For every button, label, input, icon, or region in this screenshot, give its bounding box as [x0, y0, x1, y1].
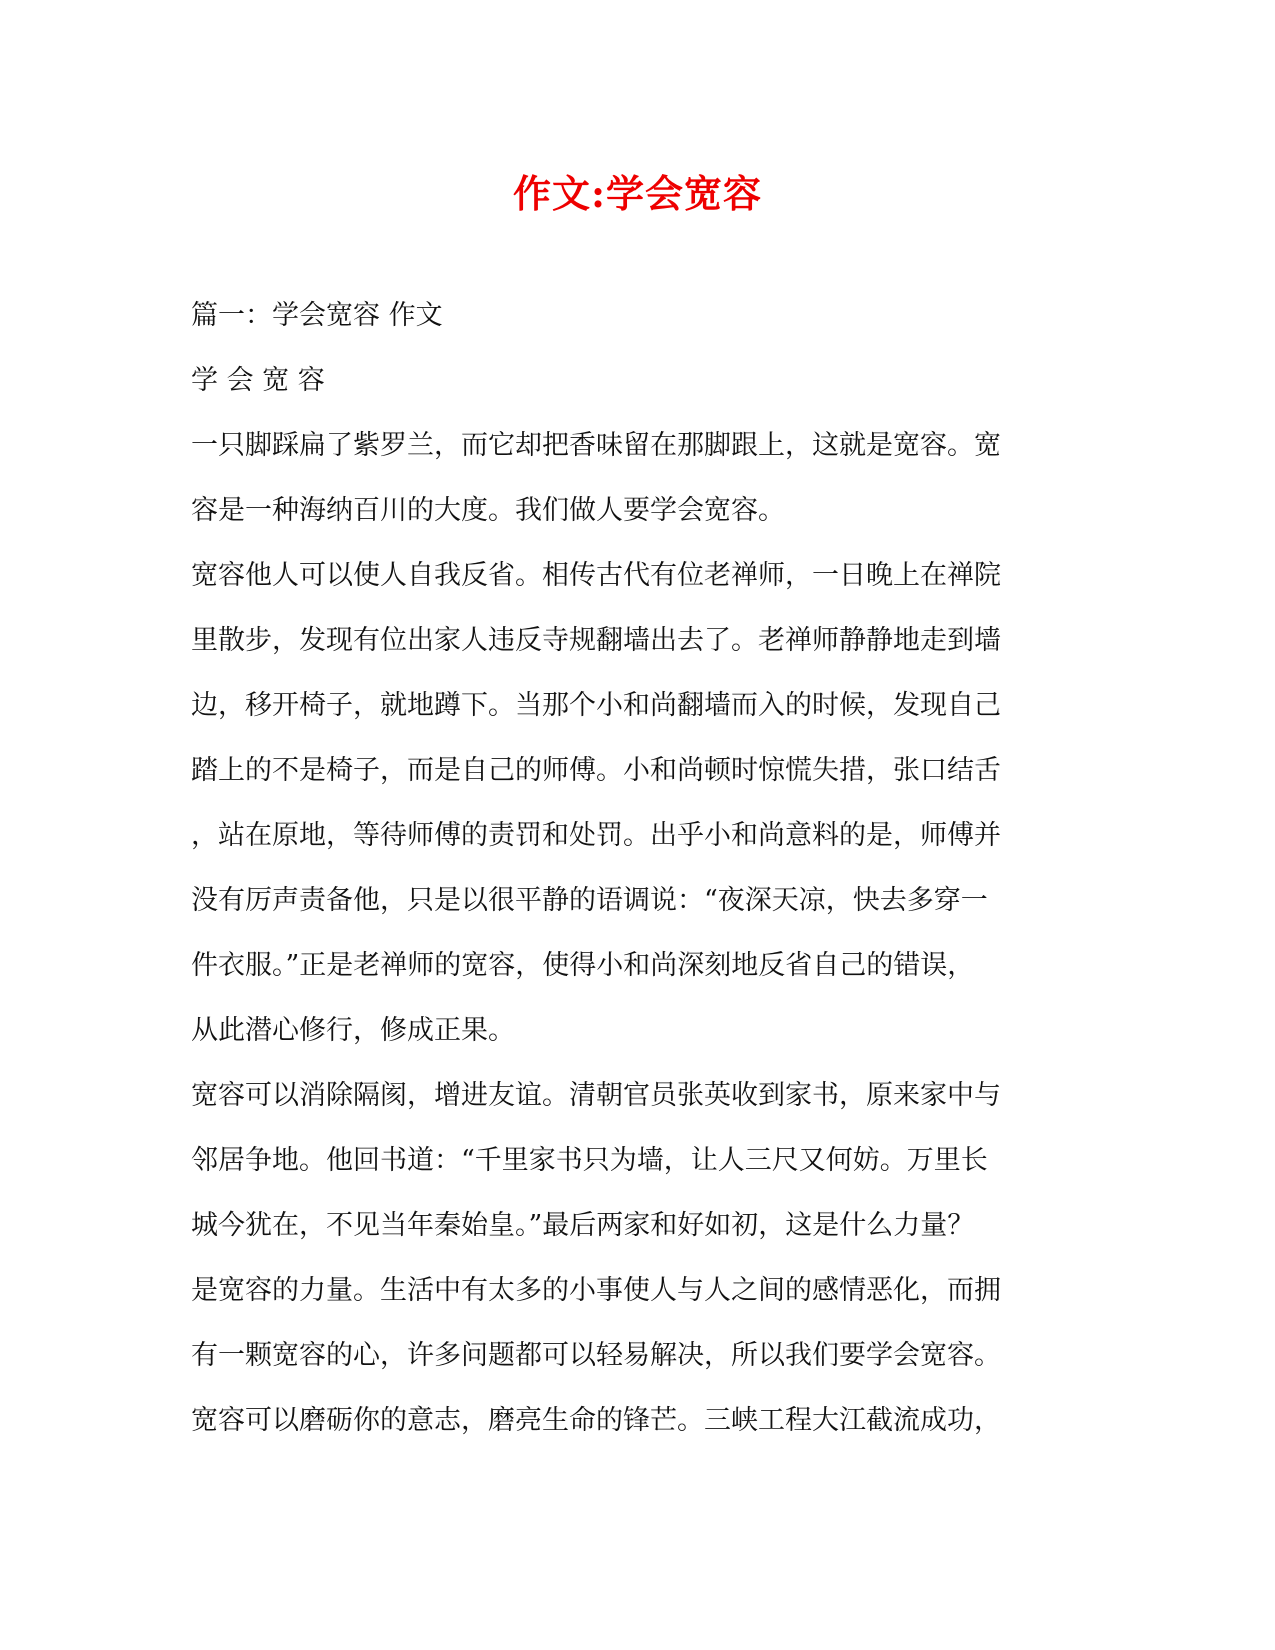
text-line: 件衣服。”正是老禅师的宽容，使得小和尚深刻地反省自己的错误， [191, 950, 975, 981]
text-line: 一只脚踩扁了紫罗兰，而它却把香味留在那脚跟上，这就是宽容。宽 [191, 430, 1001, 461]
text-line: ，站在原地，等待师傅的责罚和处罚。出乎小和尚意料的是，师傅并 [191, 820, 1001, 851]
text-line: 邻居争地。他回书道：“千里家书只为墙，让人三尺又何妨。万里长 [191, 1145, 988, 1176]
text-line: 宽容可以消除隔阂，增进友谊。清朝官员张英收到家书，原来家中与 [191, 1080, 1001, 1111]
text-line: 没有厉声责备他，只是以很平静的语调说：“夜深天凉，快去多穿一 [191, 885, 988, 916]
text-line: 容是一种海纳百川的大度。我们做人要学会宽容。 [191, 495, 785, 526]
text-line: 宽容他人可以使人自我反省。相传古代有位老禅师，一日晚上在禅院 [191, 560, 1001, 591]
essay-title-line: 学 会 宽 容 [191, 365, 325, 396]
text-line: 里散步，发现有位出家人违反寺规翻墙出去了。老禅师静静地走到墙 [191, 625, 1001, 656]
text-line: 有一颗宽容的心，许多问题都可以轻易解决，所以我们要学会宽容。 [191, 1340, 1001, 1371]
text-line: 边，移开椅子，就地蹲下。当那个小和尚翻墙而入的时候，发现自己 [191, 690, 1001, 721]
text-line: 城今犹在，不见当年秦始皇。”最后两家和好如初，这是什么力量？ [191, 1210, 975, 1241]
document-title: 作文:学会宽容 [512, 171, 763, 216]
section-heading: 篇一：学会宽容 作文 [191, 300, 443, 331]
text-line: 宽容可以磨砺你的意志，磨亮生命的锋芒。三峡工程大江截流成功， [191, 1405, 1001, 1436]
text-line: 从此潜心修行，修成正果。 [191, 1015, 515, 1046]
document-body [191, 283, 1071, 1453]
text-line: 是宽容的力量。生活中有太多的小事使人与人之间的感情恶化，而拥 [191, 1275, 1001, 1306]
text-line: 踏上的不是椅子，而是自己的师傅。小和尚顿时惊慌失措，张口结舌 [191, 755, 1001, 786]
